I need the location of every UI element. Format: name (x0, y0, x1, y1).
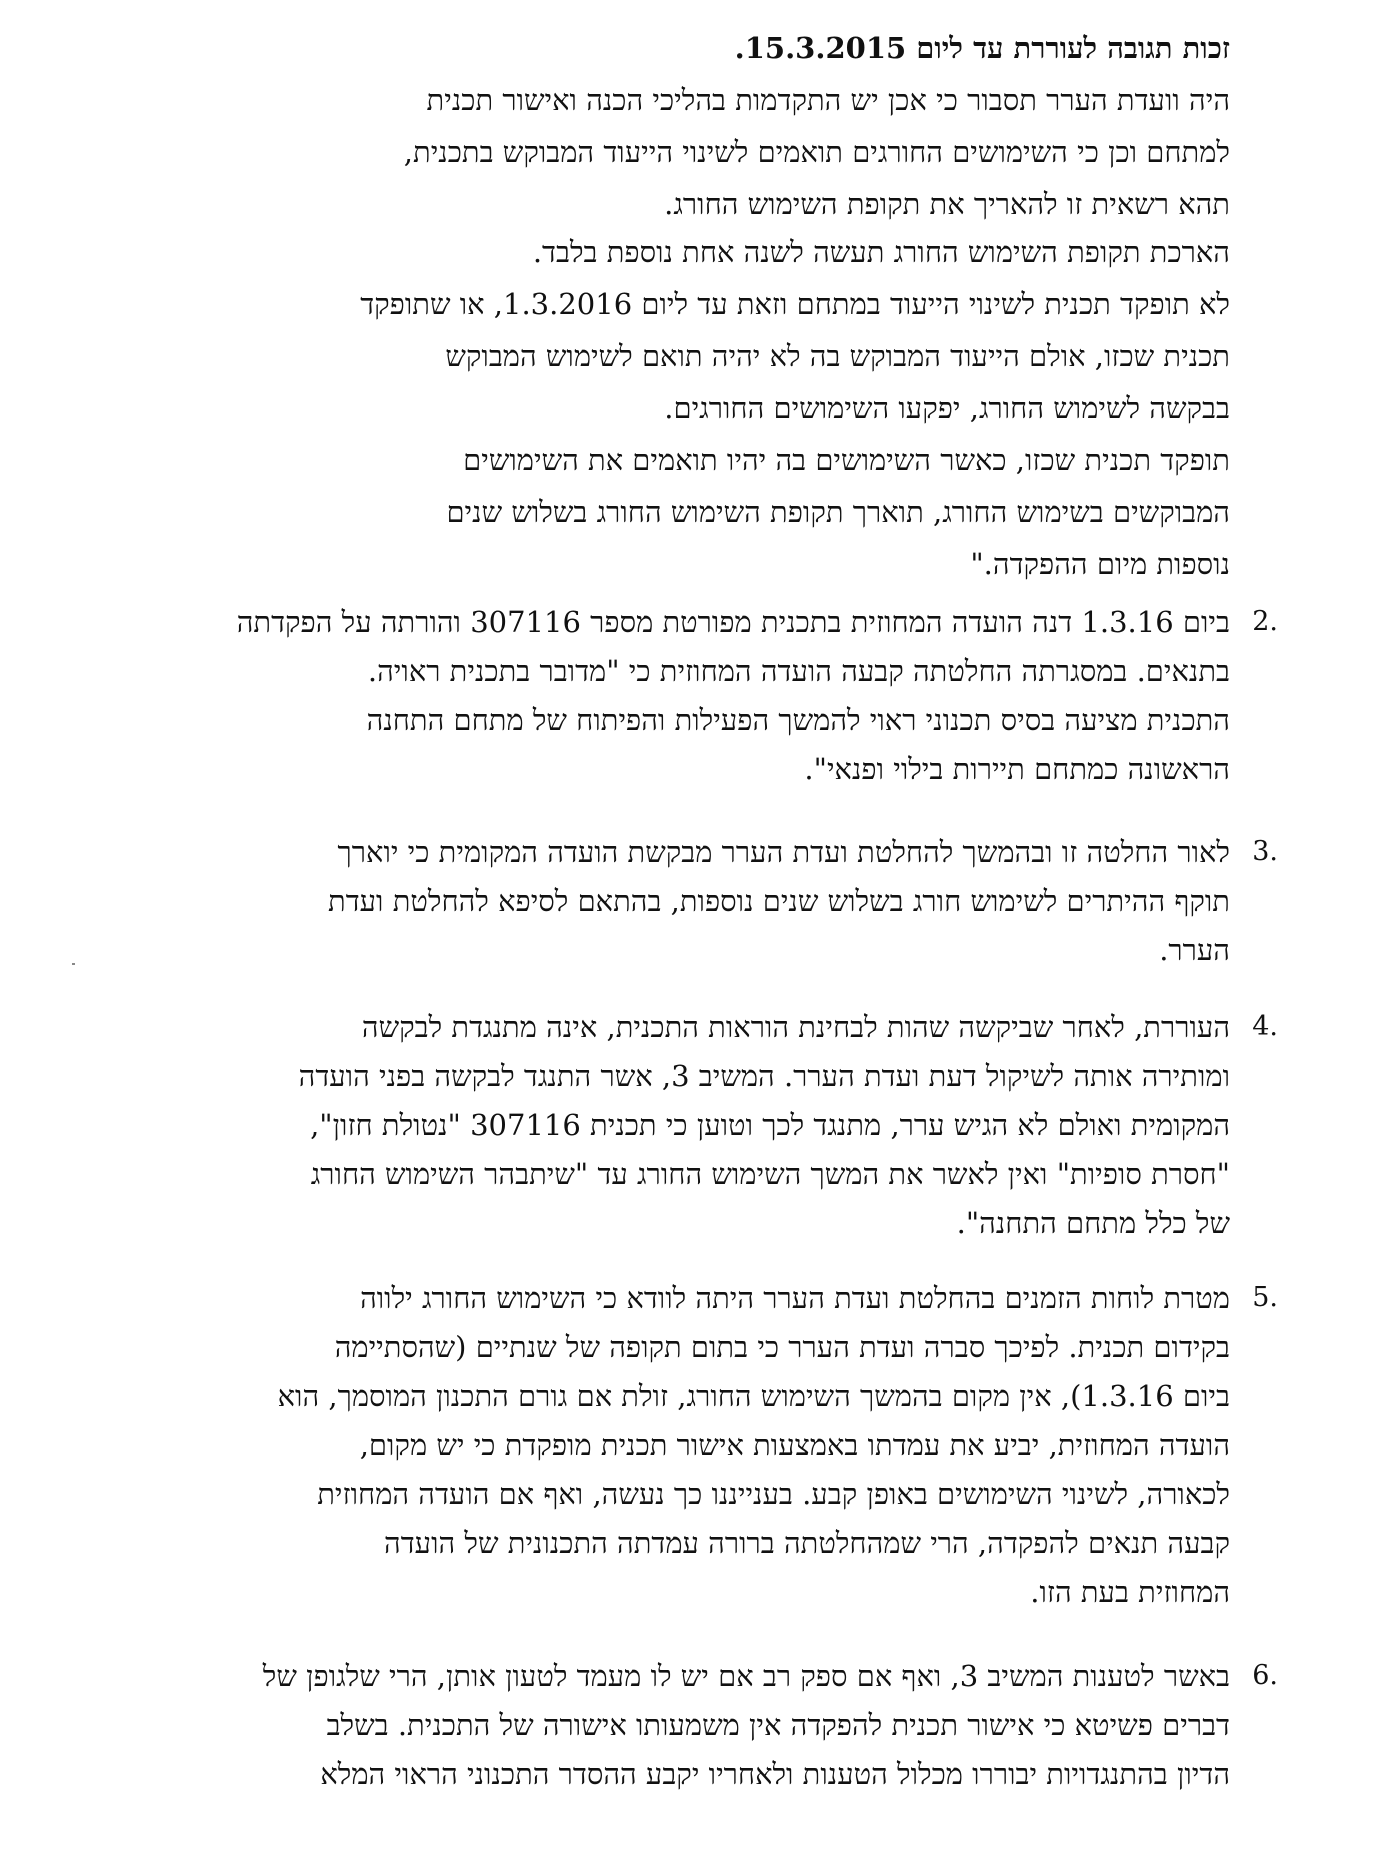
quote-line: למתחם וכן כי השימושים החורגים תואמים לשינוי הייעוד המבוקש בתכנית, (403, 135, 1230, 169)
paragraph-line: המקומית ואולם לא הגיש ערר, מתנגד לכך וטוען כי תכנית 307116 "נטולת חזון", (310, 1108, 1230, 1142)
paragraph-2 (155, 598, 1278, 794)
paragraph-line: הועדה המחוזית, יביע את עמדתו באמצעות אישור תכנית מופקדת כי יש מקום, (359, 1428, 1230, 1462)
paragraph-number: 6. (1252, 1660, 1278, 1691)
paragraph-6 (155, 1652, 1278, 1799)
paragraph-line: ומותירה אותה לשיקול דעת ועדת הערר. המשיב 3, אשר התנגד לבקשה בפני הועדה (298, 1059, 1230, 1093)
paragraph-4 (155, 1003, 1278, 1248)
paragraph-line: באשר לטענות המשיב 3, ואף אם ספק רב אם יש לו מעמד לטעון אותן, הרי שלגופן של (262, 1659, 1230, 1693)
paragraph-line: של כלל מתחם התחנה". (956, 1206, 1230, 1240)
paragraph-number: 3. (1252, 836, 1278, 867)
quote-line: היה וועדת הערר תסבור כי אכן יש התקדמות בהליכי הכנה ואישור תכנית (426, 83, 1230, 117)
paragraph-number: 2. (1252, 606, 1278, 637)
quote-line: הארכת תקופת השימוש החורג תעשה לשנה אחת נוספת בלבד. (532, 235, 1230, 269)
quoted-decision-block (260, 24, 1230, 588)
paragraph-5 (155, 1274, 1278, 1617)
quote-line: המבוקשים בשימוש החורג, תוארך תקופת השימוש החורג בשלוש שנים (446, 495, 1230, 529)
paragraph-line: ביום 1.3.16 דנה הועדה המחוזית בתכנית מפורטת מספר 307116 והורתה על הפקדתה (236, 605, 1230, 639)
quote-line: נוספות מיום ההפקדה." (970, 547, 1230, 581)
paragraph-line: בקידום תכנית. לפיכך סברה ועדת הערר כי בתום תקופה של שנתיים (שהסתיימה (334, 1330, 1230, 1364)
paragraph-line: קבעה תנאים להפקדה, הרי שמהחלטתה ברורה עמדתה התכנונית של הועדה (384, 1526, 1230, 1560)
paragraph-line: בתנאים. במסגרתה החלטתה קבעה הועדה המחוזית כי "מדובר בתכנית ראויה. (367, 654, 1230, 688)
quote-line: זכות תגובה לעוררת עד ליום 15.3.2015. (734, 31, 1230, 65)
paragraph-line: העוררת, לאחר שביקשה שהות לבחינת הוראות התכנית, אינה מתנגדת לבקשה (361, 1010, 1230, 1044)
paragraph-line: הדיון בהתנגדויות יבוררו מכלול הטענות ולאחריו יקבע ההסדר התכנוני הראוי המלא (320, 1757, 1230, 1791)
quote-line: תופקד תכנית שכזו, כאשר השימושים בה יהיו תואמים את השימושים (463, 443, 1230, 477)
paragraph-line: לאור החלטה זו ובהמשך להחלטת ועדת הערר מבקשת הועדה המקומית כי יוארך (337, 835, 1230, 869)
paragraph-line: התכנית מציעה בסיס תכנוני ראוי להמשך הפעילות והפיתוח של מתחם התחנה (366, 703, 1230, 737)
paragraph-line: "חסרת סופיות" ואין לאשר את המשך השימוש החורג עד "שיתבהר השימוש החורג (310, 1157, 1230, 1191)
paragraph-line: הערר. (1159, 933, 1230, 967)
paragraph-3 (155, 828, 1278, 975)
paragraph-number: 5. (1252, 1282, 1278, 1313)
paragraph-line: תוקף ההיתרים לשימוש חורג בשלוש שנים נוספות, בהתאם לסיפא להחלטת ועדת (328, 884, 1230, 918)
paragraph-line: לכאורה, לשינוי השימושים באופן קבע. בענייננו כך נעשה, ואף אם הועדה המחוזית (317, 1477, 1230, 1511)
paragraph-line: ביום 1.3.16), אין מקום בהמשך השימוש החורג, זולת אם גורם התכנון המוסמך, הוא (277, 1379, 1230, 1413)
quote-line: תהא רשאית זו להאריך את תקופת השימוש החורג. (664, 187, 1230, 221)
paragraph-line: הראשונה כמתחם תיירות בילוי ופנאי". (804, 752, 1230, 786)
quote-line: לא תופקד תכנית לשינוי הייעוד במתחם וזאת עד ליום 1.3.2016, או שתופקד (360, 287, 1230, 321)
quote-line: בבקשה לשימוש החורג, יפקעו השימושים החורגים. (664, 391, 1230, 425)
paragraph-line: מטרת לוחות הזמנים בהחלטת ועדת הערר היתה לוודא כי השימוש החורג ילווה (360, 1281, 1230, 1315)
paragraph-number: 4. (1252, 1011, 1278, 1042)
paragraph-line: דברים פשיטא כי אישור תכנית להפקדה אין משמעותו אישורה של התכנית. בשלב (326, 1708, 1230, 1742)
scan-speck (72, 963, 75, 965)
paragraph-line: המחוזית בעת הזו. (1030, 1575, 1230, 1609)
quote-line: תכנית שכזו, אולם הייעוד המבוקש בה לא יהיה תואם לשימוש המבוקש (445, 339, 1230, 373)
